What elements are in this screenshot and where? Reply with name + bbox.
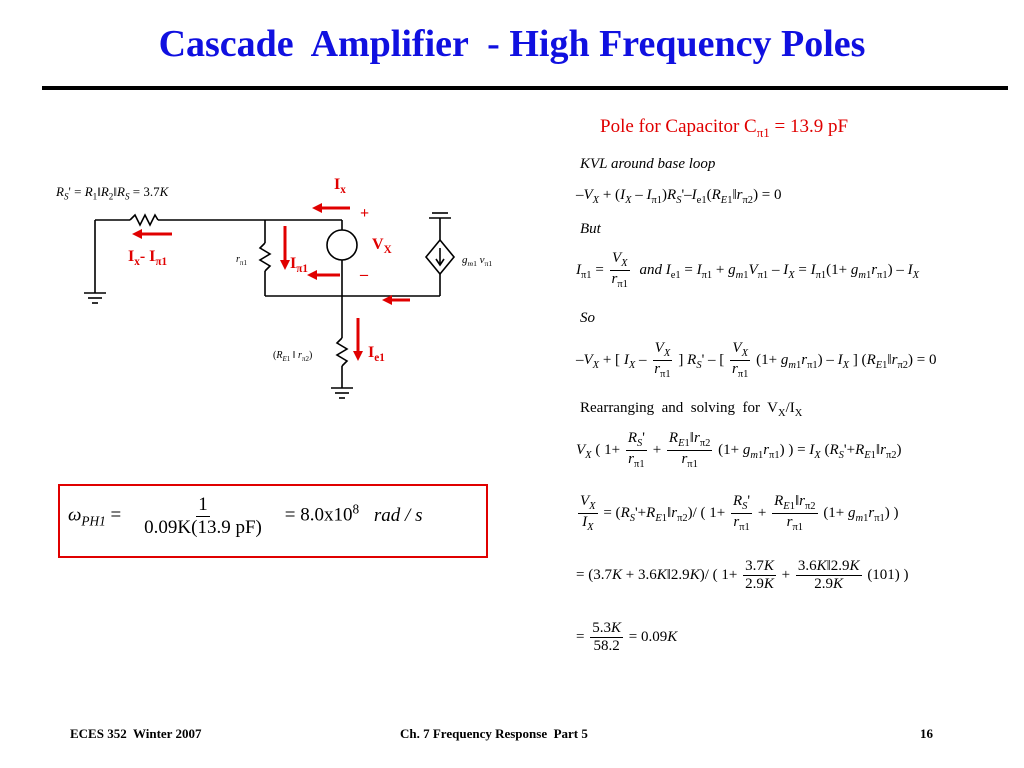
vx-label: $V_X$	[372, 236, 392, 257]
footer-page-number: 16	[920, 726, 933, 741]
minus-sign: –	[360, 266, 368, 283]
equation-vx-over-ix: $\frac{V_X}{I_X}$ = $(R_S'+R_{E1}‖r_{\pi 2})/$ ( 1+ $\frac{R_S'}{r_{\pi 1}}$ + $\frac{R_{E1}‖r_{\pi 2}}{r_{\pi 1}}$ $(1+ g_{m1}r_{\pi 1})$ )	[580, 493, 899, 534]
footer-chapter: Ch. 7 Frequency Response Part 5	[400, 726, 588, 741]
rs-equivalent-label: $R_S'$ = $R_1‖R_2‖R_S = 3.7K$	[56, 184, 169, 202]
ix-minus-ipi-label: $I_x-$ $I_{\pi 1}$	[128, 248, 168, 269]
ipi1-label: $I_{\pi 1}$	[290, 255, 308, 276]
title-divider	[42, 86, 1008, 90]
kvl-label: KVL around base loop	[580, 156, 716, 172]
rpi-label: $r_{\pi 1}$	[236, 254, 247, 267]
equation-final: = $\frac{5.3K}{58.2}$ = 0.09K	[576, 620, 678, 655]
but-label: But	[580, 221, 601, 237]
circuit-diagram	[40, 168, 460, 418]
equation-numeric: = (3.7K + 3.6K‖2.9K)/ ( 1+ $\frac{3.7K}{2.9K}$ + $\frac{3.6K‖2.9K}{2.9K}$ (101) )	[576, 558, 909, 593]
plus-sign: +	[360, 205, 370, 222]
rearranging-label: Rearranging and solving for $V_X/I_X$	[580, 400, 803, 419]
equation-ipi: $I_{\pi 1}$ = $\frac{V_X}{r_{\pi 1}}$ and $I_{e1} = I_{\pi 1} + g_{m1}V_{\pi 1} - I_X = I_{\pi 1}(1+ g_{m1}r_{\pi 1}) - I_X$	[576, 250, 920, 291]
slide-title: Cascade Amplifier - High Frequency Poles	[158, 23, 866, 65]
equation-substituted: $-V_X$ + [ $I_X$ – $\frac{V_X}{r_{\pi 1}}$ ] $R_S'$ – [ $\frac{V_X}{r_{\pi 1}}$ $(1+ g_{m1}r_{\pi 1}) - I_X$ ] $(R_{E1}‖r_{\pi 2}) = 0$	[576, 340, 937, 381]
ie1-label: $I_{e1}$	[368, 344, 385, 365]
footer-course: ECES 352 Winter 2007	[70, 726, 202, 741]
equation-kvl: $-V_X + (I_X$ – $I_{\pi 1})R_S'-I_{e1}(R_{E1}‖r_{\pi 2}) = 0$	[576, 187, 782, 206]
omega-equation: $\omega_{PH1}$ = $\frac{1}{0.09K(13.9 pF)}$ = $8.0x10^8$ rad / s	[68, 494, 423, 538]
equation-vx-ix-product: $V_X$ ( 1+ $\frac{R_S'}{r_{\pi 1}}$ + $\frac{R_{E1}‖r_{\pi 2}}{r_{\pi 1}}$ $(1+ g_{m1}r_{\pi 1})$ ) = $I_X$ $(R_S'+R_{E1}‖r_{\pi 2})$	[576, 430, 902, 471]
re-label: ($R_{E1}$ ‖ $r_{\pi 2}$)	[273, 350, 313, 363]
pole-title: Pole for Capacitor $C_{\pi 1} = 13.9$ pF	[600, 116, 849, 140]
ix-label: $I_x$	[334, 176, 346, 197]
gm-label: $g_{m1}$ $v_{\pi 1}$	[462, 254, 493, 269]
so-label: So	[580, 310, 595, 326]
